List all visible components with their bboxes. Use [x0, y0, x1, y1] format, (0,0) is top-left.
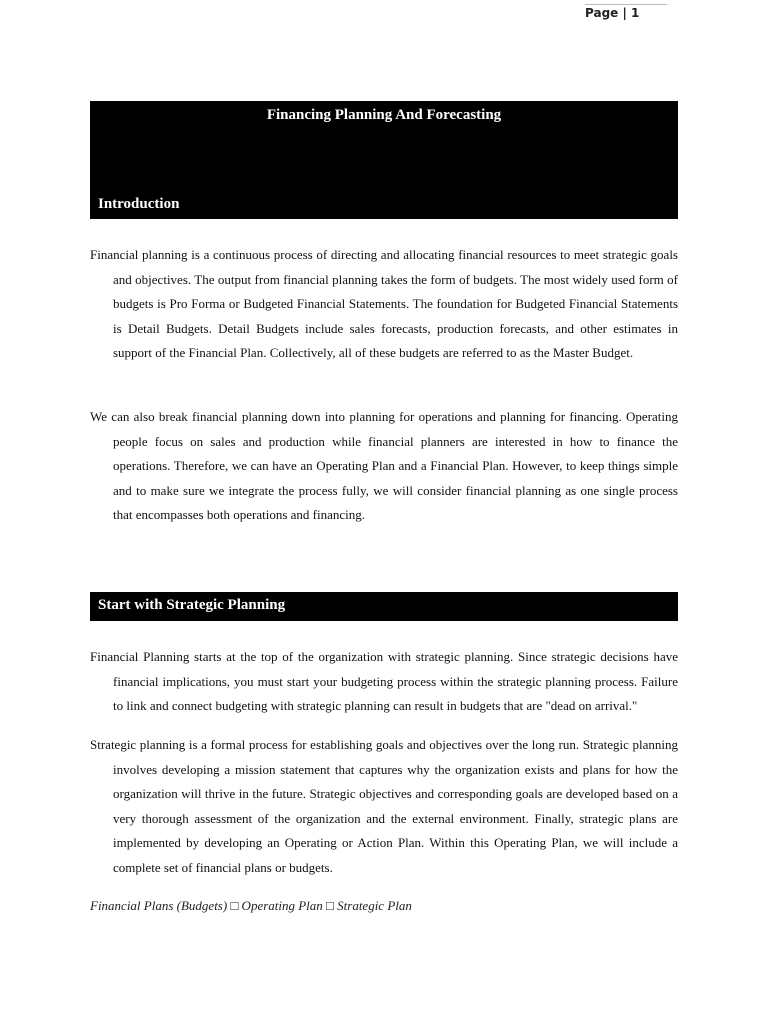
- strategic-paragraph-1: Financial Planning starts at the top of the organization with strategic planning. Since strategic decisions have financial implications, you must start your budgeting process within the strategic planning process. Failure to link and connect budgeting with strategic planning can result in budgets that are "dead on arrival.": [90, 649, 678, 713]
- header-rule: [585, 4, 667, 5]
- introduction-heading: Introduction: [98, 196, 180, 212]
- section-heading-bar: [90, 592, 678, 621]
- strategic-planning-heading: Start with Strategic Planning: [98, 597, 286, 613]
- strategic-paragraph-2: Strategic planning is a formal process for establishing goals and objectives over the long run. Strategic planning involves developing a mission statement that captures why the organization exists and plans for how the organization will thrive in the future. Strategic objectives and corresponding goals are developed based on a very thorough assessment of the organization and the external environment. Finally, strategic plans are implemented by developing an Operating or Action Plan. Within this Operating Plan, we will include a complete set of financial plans or budgets.: [90, 737, 678, 875]
- introduction-paragraph-2: We can also break financial planning down into planning for operations and planning for financing. Operating people focus on sales and production while financial planners are interested in how to finance the operations. Therefore, we can have an Operating Plan and a Financial Plan. However, to keep things simple and to make sure we integrate the process fully, we will consider financial planning as one single process that encompasses both operations and financing.: [90, 409, 678, 522]
- plan-hierarchy-caption: Financial Plans (Budgets) □ Operating Plan □ Strategic Plan: [90, 898, 412, 913]
- document-title: Financing Planning And Forecasting: [266, 107, 502, 123]
- title-box: [90, 101, 678, 219]
- page-number: Page | 1: [585, 6, 640, 20]
- introduction-paragraph-1: Financial planning is a continuous process of directing and allocating financial resources to meet strategic goals and objectives. The output from financial planning takes the form of budgets. The most widely used form of budgets is Pro Forma or Budgeted Financial Statements. The foundation for Budgeted Financial Statements is Detail Budgets. Detail Budgets include sales forecasts, production forecasts, and other estimates in support of the Financial Plan. Collectively, all of these budgets are referred to as the Master Budget.: [90, 247, 678, 360]
